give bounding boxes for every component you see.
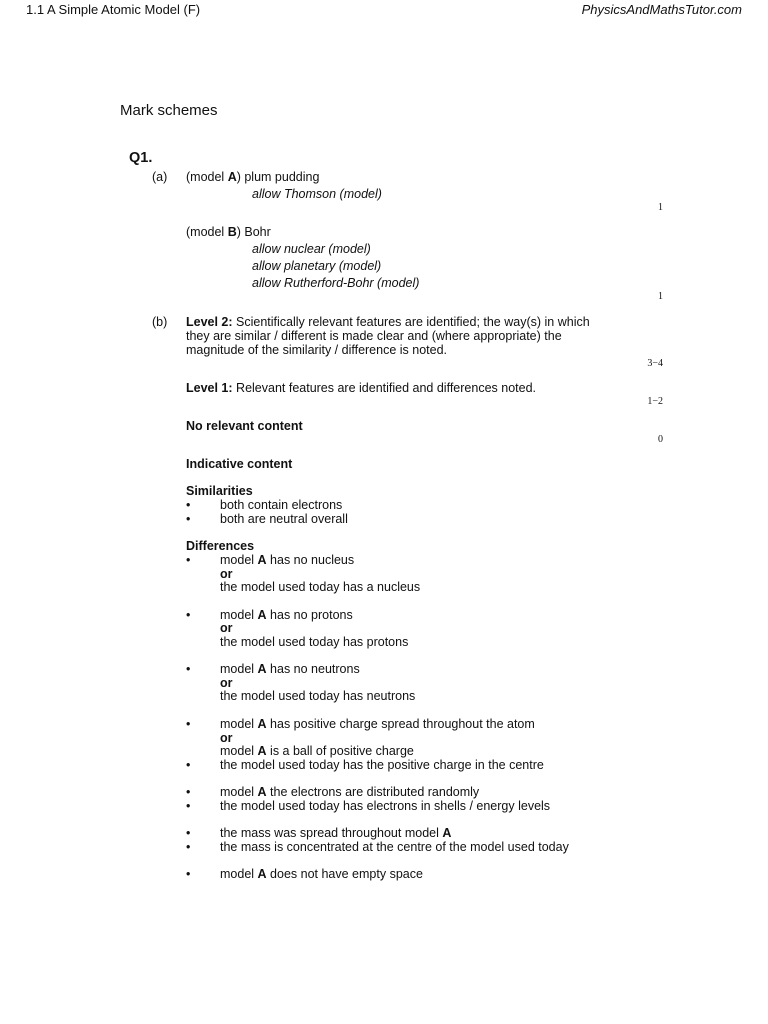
bullet-dot: • <box>186 498 191 512</box>
bullet-dot: • <box>186 717 191 731</box>
bullet-dot: • <box>186 799 191 813</box>
or-connector: or <box>220 567 233 581</box>
difference-item: the model used today has neutrons <box>220 689 416 703</box>
difference-item: the model used today has the positive charge in the centre <box>220 758 544 772</box>
difference-item: the mass was spread throughout model A <box>220 826 452 840</box>
difference-item: model A the electrons are distributed randomly <box>220 785 480 799</box>
difference-item: the mass is concentrated at the centre of the model used today <box>220 840 569 854</box>
model-b-allow-3: allow Rutherford-Bohr (model) <box>252 276 420 290</box>
question-label: Q1. <box>129 150 153 166</box>
difference-item: the model used today has a nucleus <box>220 580 421 594</box>
bullet-dot: • <box>186 662 191 676</box>
model-b-allow-2: allow planetary (model) <box>252 259 382 273</box>
model-a-answer: (model A) plum pudding <box>186 170 320 184</box>
mark-no-relevant: 0 <box>658 434 663 445</box>
bullet-dot: • <box>186 785 191 799</box>
or-connector: or <box>220 731 233 745</box>
mark-model-b: 1 <box>658 291 663 302</box>
difference-item: model A has no nucleus <box>220 553 355 567</box>
indicative-content-heading: Indicative content <box>186 457 293 471</box>
difference-item: the model used today has protons <box>220 635 409 649</box>
part-b-label: (b) <box>152 315 168 329</box>
mark-model-a: 1 <box>658 202 663 213</box>
bullet-dot: • <box>186 840 191 854</box>
difference-item: model A does not have empty space <box>220 867 423 881</box>
difference-item: model A has positive charge spread throughout the atom <box>220 717 535 731</box>
no-relevant-content: No relevant content <box>186 419 303 433</box>
difference-item: model A has no protons <box>220 608 353 622</box>
difference-item: the model used today has electrons in shells / energy levels <box>220 799 551 813</box>
part-a-label: (a) <box>152 170 168 184</box>
similarities-heading: Similarities <box>186 484 253 498</box>
header-site-name: PhysicsAndMathsTutor.com <box>581 2 742 17</box>
level1-text: Level 1: Relevant features are identified and differences noted. <box>186 381 537 395</box>
section-title: Mark schemes <box>120 102 218 119</box>
mark-level1: 1−2 <box>647 396 663 407</box>
model-a-allow: allow Thomson (model) <box>252 187 382 201</box>
mark-level2: 3−4 <box>647 358 663 369</box>
bullet-dot: • <box>186 608 191 622</box>
or-connector: or <box>220 621 233 635</box>
bullet-dot: • <box>186 553 191 567</box>
bullet-dot: • <box>186 867 191 881</box>
similarity-item: both contain electrons <box>220 498 343 512</box>
bullet-dot: • <box>186 826 191 840</box>
bullet-dot: • <box>186 758 191 772</box>
differences-heading: Differences <box>186 539 255 553</box>
level2-line-1: Level 2: Scientifically relevant features are identified; the way(s) in which <box>186 315 590 329</box>
model-b-answer: (model B) Bohr <box>186 225 271 239</box>
bullet-dot: • <box>186 512 191 526</box>
level2-line-3: magnitude of the similarity / difference is noted. <box>186 343 448 357</box>
model-b-allow-1: allow nuclear (model) <box>252 242 371 256</box>
level2-line-2: they are similar / different is made clear and (where appropriate) the <box>186 329 562 343</box>
or-connector: or <box>220 676 233 690</box>
difference-item: model A is a ball of positive charge <box>220 744 414 758</box>
similarity-item: both are neutral overall <box>220 512 348 526</box>
difference-item: model A has no neutrons <box>220 662 360 676</box>
header-doc-title: 1.1 A Simple Atomic Model (F) <box>26 2 201 17</box>
